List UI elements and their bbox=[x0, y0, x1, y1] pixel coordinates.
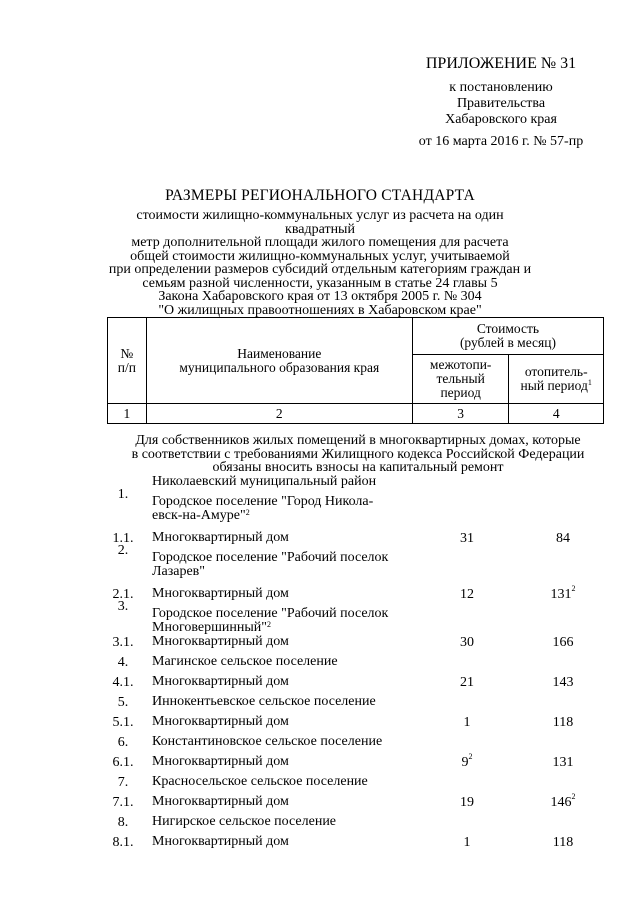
row-number: 4.1. bbox=[112, 675, 134, 690]
row-name bbox=[152, 635, 417, 649]
row-number: 8. bbox=[117, 815, 129, 830]
footnote-mark: 2 bbox=[245, 507, 250, 517]
row-name-line: Многовершинный"$^2$ bbox=[152, 619, 271, 635]
row-name-line: Красносельское сельское поселение bbox=[152, 774, 368, 789]
row-name-line: Иннокентьевское сельское поселение bbox=[152, 694, 376, 709]
appendix-line: к постановлению bbox=[449, 80, 553, 95]
row-name-line: Многоквартирный дом bbox=[152, 754, 289, 769]
row-name bbox=[152, 675, 417, 689]
footnote-mark: 2 bbox=[266, 619, 271, 629]
footnote-mark: 1 bbox=[587, 378, 592, 387]
header-index: 4 bbox=[509, 404, 604, 424]
row-number: 7. bbox=[117, 775, 129, 790]
header-col-cost: Стоимость (рублей в месяц) bbox=[412, 318, 603, 355]
subtitle-line: при определении размеров субсидий отдельным категориям граждан и bbox=[108, 262, 532, 277]
row-name bbox=[152, 607, 417, 634]
heating-cost: $131^2$ bbox=[550, 584, 576, 602]
row-name bbox=[152, 531, 417, 545]
subtitle-line: "О жилищных правоотношениях в Хабаровском крае" bbox=[158, 302, 482, 318]
heating-cost: 131 bbox=[552, 755, 574, 770]
appendix-line: Хабаровского края bbox=[445, 112, 557, 127]
district-name: Николаевский муниципальный район bbox=[152, 474, 377, 489]
row-name-line: Многоквартирный дом bbox=[152, 794, 289, 809]
interheating-cost: 19 bbox=[460, 795, 474, 810]
interheating-cost: 1 bbox=[463, 715, 471, 730]
row-number: 1.1. bbox=[112, 531, 134, 546]
document-title: РАЗМЕРЫ РЕГИОНАЛЬНОГО СТАНДАРТА bbox=[165, 187, 475, 204]
row-name-line: Лазарев" bbox=[152, 563, 205, 579]
header-index: 2 bbox=[146, 404, 412, 424]
appendix-date: от 16 марта 2016 г. № 57-пр bbox=[418, 134, 584, 149]
heating-cost: 166 bbox=[552, 635, 574, 650]
row-name-line: Нигирское сельское поселение bbox=[152, 814, 337, 829]
document-subtitle bbox=[100, 209, 540, 317]
row-name-line: Многоквартирный дом bbox=[152, 834, 289, 849]
subtitle-line: Закона Хабаровского края от 13 октября 2005 г. № 304 bbox=[158, 289, 482, 304]
row-number: 5. bbox=[117, 695, 129, 710]
header-index: 1 bbox=[108, 404, 147, 424]
row-number: 3.1. bbox=[112, 635, 134, 650]
interheating-cost: $9^2$ bbox=[461, 752, 473, 770]
row-name-line: Городское поселение "Рабочий поселок bbox=[152, 606, 389, 621]
appendix-block bbox=[404, 56, 598, 150]
section-note: Для собственников жилых помещений в многоквартирных домах, которые в соответствии с требованиями Жилищного кодекса Российской Федерации обязаны вносить взносы на капитальный ремонт bbox=[131, 433, 585, 475]
interheating-cost: 31 bbox=[460, 531, 474, 546]
row-number: 6. bbox=[117, 735, 129, 750]
row-number: 3. bbox=[117, 599, 129, 614]
row-number: 6.1. bbox=[112, 755, 134, 770]
row-name-line: Магинское сельское поселение bbox=[152, 654, 338, 669]
footnote-mark: 2 bbox=[571, 792, 576, 801]
subtitle-line: метр дополнительной площади жилого помещения для расчета bbox=[131, 235, 509, 250]
row-name-line: Многоквартирный дом bbox=[152, 714, 289, 729]
footnote-mark: 2 bbox=[571, 584, 576, 593]
heating-cost: 118 bbox=[552, 835, 574, 850]
header-col-heating: отопитель- ный период$^1$ bbox=[509, 355, 604, 404]
interheating-cost: 12 bbox=[460, 587, 474, 602]
appendix-line: Правительства bbox=[456, 96, 546, 111]
row-name bbox=[152, 695, 417, 709]
row-number: 8.1. bbox=[112, 835, 134, 850]
heating-cost: 143 bbox=[552, 675, 574, 690]
interheating-cost: 1 bbox=[463, 835, 471, 850]
row-name bbox=[152, 775, 417, 789]
row-number: 2. bbox=[117, 543, 129, 558]
row-number: 1. bbox=[117, 487, 129, 502]
row-number: 2.1. bbox=[112, 587, 134, 602]
row-name-line: Многоквартирный дом bbox=[152, 674, 289, 689]
subtitle-line: общей стоимости жилищно-коммунальных услуг, учитываемой bbox=[130, 248, 510, 264]
header-index: 3 bbox=[412, 404, 509, 424]
row-name bbox=[152, 835, 417, 849]
row-name bbox=[152, 715, 417, 729]
header-col-name: Наименование муниципального образования края bbox=[146, 318, 412, 404]
row-name-line: евск-на-Амуре"$^2$ bbox=[152, 507, 250, 523]
header-col-number: № п/п bbox=[108, 318, 147, 404]
heating-cost: 84 bbox=[556, 531, 570, 546]
footnote-mark: 2 bbox=[468, 752, 473, 761]
subtitle-line: стоимости жилищно-коммунальных услуг из расчета на один квадратный bbox=[136, 208, 504, 237]
row-name-line: Многоквартирный дом bbox=[152, 634, 289, 649]
row-name bbox=[152, 735, 417, 749]
heating-cost: 118 bbox=[552, 715, 574, 730]
row-number: 5.1. bbox=[112, 715, 134, 730]
row-name-line: Многоквартирный дом bbox=[152, 530, 289, 545]
row-name bbox=[152, 495, 417, 522]
row-number: 4. bbox=[117, 655, 129, 670]
row-name-line: Многоквартирный дом bbox=[152, 586, 289, 601]
interheating-cost: 21 bbox=[460, 675, 474, 690]
table-header bbox=[107, 317, 604, 424]
row-name-line: Городское поселение "Рабочий поселок bbox=[152, 550, 389, 565]
row-name bbox=[152, 815, 417, 829]
row-name bbox=[152, 587, 417, 601]
interheating-cost: 30 bbox=[460, 635, 474, 650]
row-name bbox=[152, 755, 417, 769]
subtitle-line: семьям разной численности, указанным в статье 24 главы 5 bbox=[142, 275, 498, 291]
row-name bbox=[152, 551, 417, 578]
row-name-line: Городское поселение "Город Никола- bbox=[152, 494, 374, 509]
row-name-line: Константиновское сельское поселение bbox=[152, 734, 383, 749]
header-col-interheating: межотопи- тельный период bbox=[412, 355, 509, 404]
row-name bbox=[152, 795, 417, 809]
heating-cost: $146^2$ bbox=[550, 792, 576, 810]
appendix-number: ПРИЛОЖЕНИЕ № 31 bbox=[425, 55, 577, 72]
row-name bbox=[152, 655, 417, 669]
row-number: 7.1. bbox=[112, 795, 134, 810]
